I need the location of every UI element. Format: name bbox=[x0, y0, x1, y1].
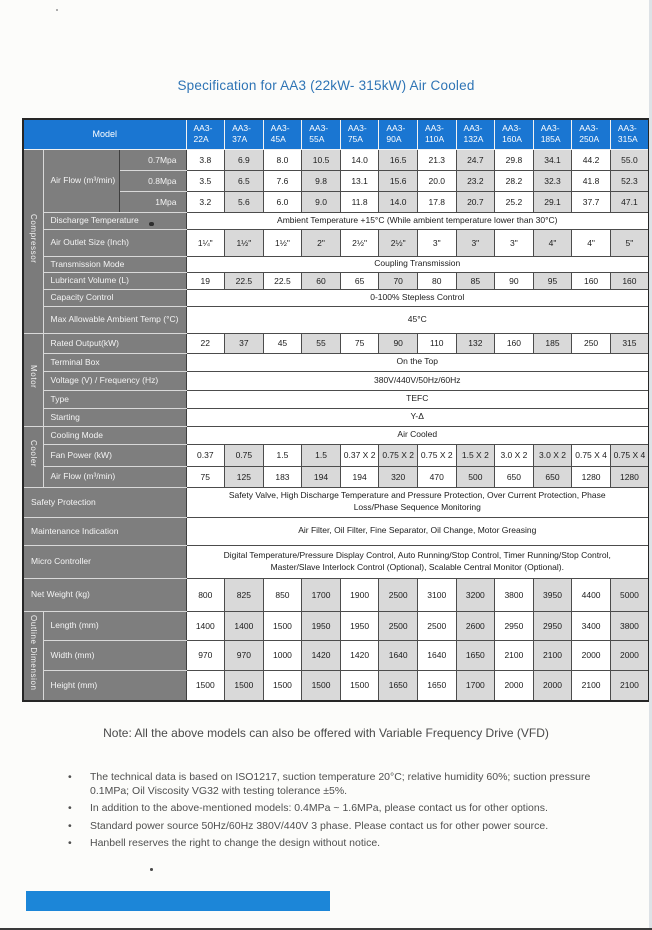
data-cell: 29.1 bbox=[533, 191, 572, 212]
data-cell: 1950 bbox=[340, 611, 379, 640]
model-name: 22A bbox=[193, 134, 209, 145]
row-label-transmission-mode: Transmission Mode bbox=[43, 256, 186, 272]
row-label-lubricant-volume-l: Lubricant Volume (L) bbox=[43, 272, 186, 289]
model-header-cell bbox=[263, 119, 302, 149]
table-row bbox=[23, 670, 649, 701]
row-label-maintenance-indication: Maintenance Indication bbox=[23, 517, 186, 545]
data-cell: 0.75 bbox=[225, 444, 264, 466]
footer-bar bbox=[26, 891, 330, 911]
data-cell: 3950 bbox=[533, 578, 572, 611]
page-title: Specification for AA3 (22kW- 315kW) Air Cooled bbox=[177, 78, 475, 93]
model-header-cell bbox=[610, 119, 649, 149]
model-header-label: Model bbox=[23, 119, 186, 149]
vfd-note: Note: All the above models can also be offered with Variable Frequency Drive (VFD) bbox=[103, 726, 549, 740]
data-cell: 80 bbox=[417, 272, 456, 289]
model-header-row bbox=[23, 119, 649, 149]
data-cell: 1500 bbox=[225, 670, 264, 701]
span-value-cell: Coupling Transmission bbox=[186, 256, 649, 272]
model-header-cell bbox=[456, 119, 495, 149]
spec-table bbox=[22, 118, 650, 702]
pressure-sublabel: 1Mpa bbox=[119, 191, 186, 212]
span-value-cell: 0-100% Stepless Control bbox=[186, 289, 649, 306]
data-cell: 0.37 bbox=[186, 444, 225, 466]
data-cell: 0.75 X 4 bbox=[572, 444, 611, 466]
model-prefix: AA3- bbox=[502, 123, 522, 134]
table-row bbox=[23, 333, 649, 353]
model-header-cell bbox=[302, 119, 341, 149]
data-cell: 1¼" bbox=[186, 229, 225, 256]
data-cell: 5" bbox=[610, 229, 649, 256]
model-prefix: AA3- bbox=[386, 123, 406, 134]
data-cell: 970 bbox=[186, 640, 225, 670]
table-row bbox=[23, 272, 649, 289]
model-name: 250A bbox=[579, 134, 600, 145]
model-name: 45A bbox=[270, 134, 286, 145]
span-value-cell: On the Top bbox=[186, 353, 649, 371]
data-cell: 11.8 bbox=[340, 191, 379, 212]
data-cell: 7.6 bbox=[263, 170, 302, 191]
data-cell: 1500 bbox=[340, 670, 379, 701]
data-cell: 1½" bbox=[225, 229, 264, 256]
data-cell: 3400 bbox=[572, 611, 611, 640]
data-cell: 800 bbox=[186, 578, 225, 611]
data-cell: 3800 bbox=[610, 611, 649, 640]
pressure-sublabel: 0.8Mpa bbox=[119, 170, 186, 191]
span-value-cell: TEFC bbox=[186, 390, 649, 408]
table-row bbox=[23, 444, 649, 466]
data-cell: 3200 bbox=[456, 578, 495, 611]
data-cell: 160 bbox=[495, 333, 534, 353]
data-cell: 2000 bbox=[533, 670, 572, 701]
table-row bbox=[23, 408, 649, 426]
data-cell: 20.0 bbox=[417, 170, 456, 191]
data-cell: 4" bbox=[533, 229, 572, 256]
row-label-cooling-mode: Cooling Mode bbox=[43, 426, 186, 444]
bullet-icon: • bbox=[68, 802, 72, 815]
data-cell: 650 bbox=[533, 466, 572, 487]
data-cell: 8.0 bbox=[263, 149, 302, 170]
data-cell: 23.2 bbox=[456, 170, 495, 191]
data-cell: 19 bbox=[186, 272, 225, 289]
span-value-cell: Ambient Temperature +15°C (While ambient temperature lower than 30°C) bbox=[186, 212, 649, 229]
model-prefix: AA3- bbox=[424, 123, 444, 134]
table-row bbox=[23, 487, 649, 517]
section-label-compressor: Compressor bbox=[28, 213, 38, 264]
data-cell: 2600 bbox=[456, 611, 495, 640]
data-cell: 3.0 X 2 bbox=[495, 444, 534, 466]
table-row bbox=[23, 149, 649, 170]
data-cell: 1½" bbox=[263, 229, 302, 256]
data-cell: 37.7 bbox=[572, 191, 611, 212]
model-prefix: AA3- bbox=[347, 123, 367, 134]
row-label-net-weight-kg: Net Weight (kg) bbox=[23, 578, 186, 611]
table-row bbox=[23, 517, 649, 545]
data-cell: 470 bbox=[417, 466, 456, 487]
model-header-cell bbox=[340, 119, 379, 149]
table-row bbox=[23, 212, 649, 229]
span-value-cell: Y-Δ bbox=[186, 408, 649, 426]
model-prefix: AA3- bbox=[270, 123, 290, 134]
data-cell: 1420 bbox=[302, 640, 341, 670]
table-row bbox=[23, 229, 649, 256]
scan-speck-artifact bbox=[149, 222, 154, 226]
data-cell: 160 bbox=[610, 272, 649, 289]
row-label-micro-controller: Micro Controller bbox=[23, 545, 186, 578]
bullet-icon: • bbox=[68, 771, 72, 783]
model-prefix: AA3- bbox=[309, 123, 329, 134]
data-cell: 55.0 bbox=[610, 149, 649, 170]
data-cell: 14.0 bbox=[379, 191, 418, 212]
data-cell: 1280 bbox=[610, 466, 649, 487]
data-cell: 194 bbox=[340, 466, 379, 487]
data-cell: 3" bbox=[417, 229, 456, 256]
data-cell: 44.2 bbox=[572, 149, 611, 170]
data-cell: 75 bbox=[340, 333, 379, 353]
data-cell: 0.37 X 2 bbox=[340, 444, 379, 466]
row-label-discharge-temperature: Discharge Temperature bbox=[43, 212, 186, 229]
data-cell: 13.1 bbox=[340, 170, 379, 191]
bullet-icon: • bbox=[68, 836, 72, 849]
data-cell: 65 bbox=[340, 272, 379, 289]
data-cell: 6.0 bbox=[263, 191, 302, 212]
data-cell: 34.1 bbox=[533, 149, 572, 170]
data-cell: 4" bbox=[572, 229, 611, 256]
data-cell: 1640 bbox=[417, 640, 456, 670]
data-cell: 3.5 bbox=[186, 170, 225, 191]
data-cell: 0.75 X 2 bbox=[379, 444, 418, 466]
row-label-rated-output-kw: Rated Output(kW) bbox=[43, 333, 186, 353]
data-cell: 1400 bbox=[225, 611, 264, 640]
data-cell: 95 bbox=[533, 272, 572, 289]
footnote-item bbox=[68, 819, 608, 833]
section-cell bbox=[23, 611, 43, 701]
data-cell: 90 bbox=[495, 272, 534, 289]
model-header-cell bbox=[533, 119, 572, 149]
data-cell: 1500 bbox=[263, 611, 302, 640]
data-cell: 1.5 bbox=[302, 444, 341, 466]
table-row bbox=[23, 426, 649, 444]
model-name: 160A bbox=[502, 134, 522, 145]
table-row bbox=[23, 353, 649, 371]
footnote-text: Hanbell reserves the right to change the design without notice. bbox=[90, 836, 381, 849]
data-cell: 185 bbox=[533, 333, 572, 353]
model-name: 55A bbox=[309, 134, 325, 145]
row-label-type: Type bbox=[43, 390, 186, 408]
data-cell: 47.1 bbox=[610, 191, 649, 212]
data-cell: 21.3 bbox=[417, 149, 456, 170]
scan-speck-artifact bbox=[150, 868, 153, 871]
model-name: 37A bbox=[232, 134, 248, 145]
data-cell: 1400 bbox=[186, 611, 225, 640]
data-cell: 60 bbox=[302, 272, 341, 289]
data-cell: 2500 bbox=[379, 578, 418, 611]
model-header-cell bbox=[186, 119, 225, 149]
data-cell: 650 bbox=[495, 466, 534, 487]
data-cell: 70 bbox=[379, 272, 418, 289]
row-label-starting: Starting bbox=[43, 408, 186, 426]
data-cell: 500 bbox=[456, 466, 495, 487]
data-cell: 1640 bbox=[379, 640, 418, 670]
row-label-width-mm: Width (mm) bbox=[43, 640, 186, 670]
pressure-sublabel: 0.7Mpa bbox=[119, 149, 186, 170]
data-cell: 1700 bbox=[302, 578, 341, 611]
table-row bbox=[23, 578, 649, 611]
row-label-air-outlet-size-inch: Air Outlet Size (Inch) bbox=[43, 229, 186, 256]
row-label-fan-power-kw: Fan Power (kW) bbox=[43, 444, 186, 466]
data-cell: 2½" bbox=[379, 229, 418, 256]
data-cell: 320 bbox=[379, 466, 418, 487]
row-label-terminal-box: Terminal Box bbox=[43, 353, 186, 371]
data-cell: 28.2 bbox=[495, 170, 534, 191]
data-cell: 2950 bbox=[533, 611, 572, 640]
table-row bbox=[23, 256, 649, 272]
model-prefix: AA3- bbox=[193, 123, 213, 134]
data-cell: 1700 bbox=[456, 670, 495, 701]
data-cell: 3.2 bbox=[186, 191, 225, 212]
span-value-cell: 380V/440V/50Hz/60Hz bbox=[186, 371, 649, 390]
row-label-height-mm: Height (mm) bbox=[43, 670, 186, 701]
data-cell: 2000 bbox=[610, 640, 649, 670]
data-cell: 4400 bbox=[572, 578, 611, 611]
data-cell: 0.75 X 4 bbox=[610, 444, 649, 466]
data-cell: 132 bbox=[456, 333, 495, 353]
data-cell: 1650 bbox=[417, 670, 456, 701]
model-name: 75A bbox=[347, 134, 363, 145]
span-value-cell: Air Filter, Oil Filter, Fine Separator, Oil Change, Motor Greasing bbox=[186, 517, 649, 545]
data-cell: 160 bbox=[572, 272, 611, 289]
data-cell: 315 bbox=[610, 333, 649, 353]
footnote-text: Standard power source 50Hz/60Hz 380V/440V 3 phase. Please contact us for other power source. bbox=[90, 819, 549, 832]
data-cell: 14.0 bbox=[340, 149, 379, 170]
data-cell: 2500 bbox=[417, 611, 456, 640]
row-label-voltage-v-frequency-hz: Voltage (V) / Frequency (Hz) bbox=[43, 371, 186, 390]
data-cell: 20.7 bbox=[456, 191, 495, 212]
span-value-cell: Air Cooled bbox=[186, 426, 649, 444]
table-row bbox=[23, 306, 649, 333]
data-cell: 183 bbox=[263, 466, 302, 487]
model-prefix: AA3- bbox=[540, 123, 560, 134]
data-cell: 1420 bbox=[340, 640, 379, 670]
footnote-item bbox=[68, 836, 608, 850]
data-cell: 2½" bbox=[340, 229, 379, 256]
model-prefix: AA3- bbox=[463, 123, 483, 134]
data-cell: 2500 bbox=[379, 611, 418, 640]
table-row bbox=[23, 289, 649, 306]
data-cell: 37 bbox=[225, 333, 264, 353]
data-cell: 250 bbox=[572, 333, 611, 353]
data-cell: 22.5 bbox=[263, 272, 302, 289]
bullet-icon: • bbox=[68, 819, 72, 832]
data-cell: 0.75 X 2 bbox=[417, 444, 456, 466]
span-value-cell: Safety Valve, High Discharge Temperature and Pressure Protection, Over Current Protection, Phase Loss/Phase Sequence Monitoring bbox=[186, 487, 649, 517]
row-label-air-flow-m-min: Air Flow (m³/min) bbox=[43, 466, 186, 487]
footnote-list bbox=[68, 770, 608, 853]
data-cell: 3100 bbox=[417, 578, 456, 611]
data-cell: 3800 bbox=[495, 578, 534, 611]
data-cell: 1650 bbox=[456, 640, 495, 670]
table-row bbox=[23, 371, 649, 390]
data-cell: 2100 bbox=[495, 640, 534, 670]
data-cell: 6.5 bbox=[225, 170, 264, 191]
data-cell: 17.8 bbox=[417, 191, 456, 212]
data-cell: 45 bbox=[263, 333, 302, 353]
model-header-cell bbox=[225, 119, 264, 149]
row-label-length-mm: Length (mm) bbox=[43, 611, 186, 640]
data-cell: 110 bbox=[417, 333, 456, 353]
data-cell: 10.5 bbox=[302, 149, 341, 170]
model-prefix: AA3- bbox=[232, 123, 251, 134]
data-cell: 3" bbox=[495, 229, 534, 256]
data-cell: 2000 bbox=[495, 670, 534, 701]
data-cell: 2" bbox=[302, 229, 341, 256]
data-cell: 55 bbox=[302, 333, 341, 353]
data-cell: 5.6 bbox=[225, 191, 264, 212]
section-cell bbox=[23, 426, 43, 487]
table-row bbox=[23, 390, 649, 408]
data-cell: 2100 bbox=[610, 670, 649, 701]
data-cell: 1900 bbox=[340, 578, 379, 611]
data-cell: 24.7 bbox=[456, 149, 495, 170]
data-cell: 25.2 bbox=[495, 191, 534, 212]
table-row bbox=[23, 611, 649, 640]
data-cell: 970 bbox=[225, 640, 264, 670]
model-name: 185A bbox=[540, 134, 561, 145]
data-cell: 85 bbox=[456, 272, 495, 289]
table-row bbox=[23, 545, 649, 578]
data-cell: 90 bbox=[379, 333, 418, 353]
data-cell: 825 bbox=[225, 578, 264, 611]
data-cell: 29.8 bbox=[495, 149, 534, 170]
data-cell: 1.5 bbox=[263, 444, 302, 466]
data-cell: 1.5 X 2 bbox=[456, 444, 495, 466]
footnote-text: The technical data is based on ISO1217, suction temperature 20°C; relative humidity 60%; suction pressure 0.1MPa; Oil Viscosity VG32 with testing tolerance ±5%. bbox=[90, 771, 591, 798]
section-cell bbox=[23, 333, 43, 426]
data-cell: 194 bbox=[302, 466, 341, 487]
data-cell: 32.3 bbox=[533, 170, 572, 191]
data-cell: 75 bbox=[186, 466, 225, 487]
data-cell: 3.8 bbox=[186, 149, 225, 170]
data-cell: 1000 bbox=[263, 640, 302, 670]
data-cell: 22 bbox=[186, 333, 225, 353]
data-cell: 22.5 bbox=[225, 272, 264, 289]
data-cell: 3.0 X 2 bbox=[533, 444, 572, 466]
data-cell: 1950 bbox=[302, 611, 341, 640]
model-prefix: AA3- bbox=[579, 123, 599, 134]
data-cell: 1650 bbox=[379, 670, 418, 701]
scan-speck-artifact bbox=[56, 9, 58, 11]
model-name: 132A bbox=[463, 134, 484, 145]
data-cell: 125 bbox=[225, 466, 264, 487]
data-cell: 15.6 bbox=[379, 170, 418, 191]
section-cell bbox=[23, 149, 43, 333]
table-row bbox=[23, 640, 649, 670]
model-header-cell bbox=[495, 119, 534, 149]
table-row bbox=[23, 466, 649, 487]
data-cell: 3" bbox=[456, 229, 495, 256]
row-label-safety-protection: Safety Protection bbox=[23, 487, 186, 517]
model-name: 90A bbox=[386, 134, 402, 145]
data-cell: 2100 bbox=[533, 640, 572, 670]
span-value-cell: 45°C bbox=[186, 306, 649, 333]
data-cell: 9.0 bbox=[302, 191, 341, 212]
data-cell: 2950 bbox=[495, 611, 534, 640]
data-cell: 2000 bbox=[572, 640, 611, 670]
row-label-air-flow-m-min: Air Flow (m³/min) bbox=[43, 149, 119, 212]
data-cell: 52.3 bbox=[610, 170, 649, 191]
span-value-cell: Digital Temperature/Pressure Display Control, Auto Running/Stop Control, Timer Running/Stop Control, Master/Slave Interlock Control (Optional), Scalable Central Monitor (Optional). bbox=[186, 545, 649, 578]
model-name: 110A bbox=[424, 134, 445, 145]
model-header-cell bbox=[417, 119, 456, 149]
model-header-cell bbox=[379, 119, 418, 149]
data-cell: 9.8 bbox=[302, 170, 341, 191]
data-cell: 850 bbox=[263, 578, 302, 611]
footnote-item bbox=[68, 801, 608, 815]
data-cell: 41.8 bbox=[572, 170, 611, 191]
data-cell: 1280 bbox=[572, 466, 611, 487]
footnote-text: In addition to the above-mentioned models: 0.4MPa ~ 1.6MPa, please contact us for other options. bbox=[90, 802, 548, 815]
row-label-max-allowable-ambient-temp-c: Max Allowable Ambient Temp (°C) bbox=[43, 306, 186, 333]
data-cell: 1500 bbox=[302, 670, 341, 701]
data-cell: 6.9 bbox=[225, 149, 264, 170]
row-label-capacity-control: Capacity Control bbox=[43, 289, 186, 306]
section-label-outline-dimension: Outline Dimension bbox=[28, 615, 38, 692]
data-cell: 16.5 bbox=[379, 149, 418, 170]
data-cell: 1500 bbox=[186, 670, 225, 701]
section-label-cooler: Cooler bbox=[28, 440, 38, 468]
footnote-item bbox=[68, 770, 608, 798]
model-prefix: AA3- bbox=[617, 123, 637, 134]
model-name: 315A bbox=[617, 134, 638, 145]
data-cell: 1500 bbox=[263, 670, 302, 701]
model-header-cell bbox=[572, 119, 611, 149]
data-cell: 5000 bbox=[610, 578, 649, 611]
section-label-motor: Motor bbox=[28, 365, 38, 389]
data-cell: 2100 bbox=[572, 670, 611, 701]
